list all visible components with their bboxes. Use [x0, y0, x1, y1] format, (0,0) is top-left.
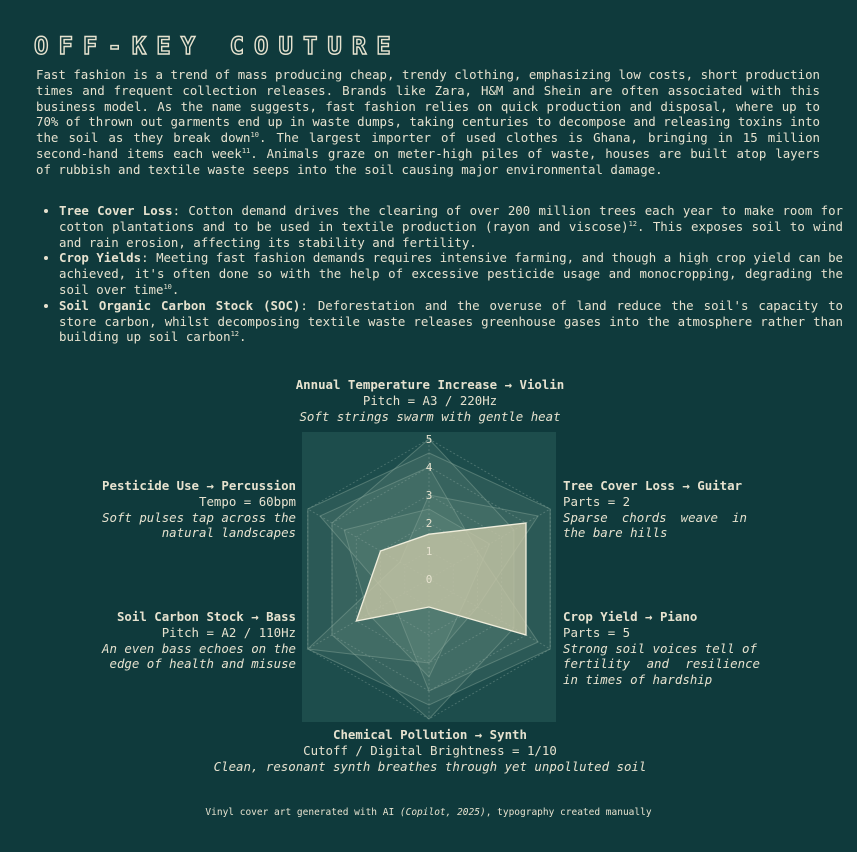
intro-ref-1: 10	[250, 131, 259, 140]
annotation-bass	[76, 609, 296, 672]
page-title: OFF-KEY COUTURE	[34, 32, 401, 60]
intro-paragraph	[36, 67, 820, 178]
tick-label: 0	[425, 573, 433, 586]
annotation-note: Soft strings swarm with gentle heat	[299, 408, 561, 424]
annotation-note-line: natural landscapes	[161, 525, 296, 541]
annotation-note-line: edge of health and misuse	[109, 656, 296, 672]
intro-part-1: Fast fashion is a trend of mass producing cheap, trendy clothing, emphasizing low costs, short production times and frequent collection releases. Brands like Zara, H&M and Shein are often associated with this business model. As the name suggests, fast fashion relies on quick production and disposal, where up to 70% of thrown out garments end up in waste dumps, taking centuries to decompose and releasing toxins into the soil as they break down	[36, 67, 820, 146]
intro-ref-2: 11	[241, 146, 251, 155]
list-item	[59, 250, 843, 297]
tick-label: 2	[425, 517, 433, 530]
annotation-heading: Tree Cover Loss → Guitar	[563, 478, 743, 493]
list-item-tail: .	[239, 329, 247, 345]
intro-part-2: . The largest importer of used clothes is Ghana, bringing in 15 million second-hand items each week	[36, 130, 820, 161]
tick-label: 1	[425, 545, 433, 558]
list-item-tail: . This exposes soil to wind and rain erosion, affecting its stability and fertility.	[59, 218, 843, 250]
annotation-guitar	[563, 478, 753, 541]
list-item-ref: 10	[163, 282, 172, 291]
footer-text: Vinyl cover art generated with AI	[205, 807, 400, 818]
annotation-note-line: fertility and resilience	[563, 656, 760, 672]
annotation-detail: Pitch = A3 / 220Hz	[362, 392, 498, 408]
tick-label: 3	[425, 489, 433, 502]
list-item-tail: .	[171, 281, 180, 297]
annotation-heading: Annual Temperature Increase → Violin	[295, 377, 565, 392]
tick-label: 5	[425, 433, 433, 446]
annotation-detail: Cutoff / Digital Brightness = 1/10	[303, 742, 557, 758]
list-item-term: Soil Organic Carbon Stock (SOC)	[59, 297, 301, 313]
annotation-note-line: Sparse chords weave in	[563, 509, 747, 525]
annotation-note-line: Soft pulses tap across the	[102, 509, 296, 525]
intro-part-3: . Animals graze on meter-high piles of waste, houses are built atop layers of rubbish and textile waste seeps into the soil causing major environmental damage.	[36, 145, 820, 177]
annotation-heading: Soil Carbon Stock → Bass	[116, 609, 296, 624]
annotation-note: Clean, resonant synth breathes through yet unpolluted soil	[213, 758, 647, 774]
list-item-ref: 12	[230, 330, 240, 339]
radar-chart	[302, 432, 556, 722]
annotation-note-line: Strong soil voices tell of	[563, 640, 757, 656]
annotation-detail: Parts = 5	[563, 624, 631, 640]
annotation-violin	[230, 377, 630, 424]
impact-list	[36, 203, 843, 345]
annotation-detail: Parts = 2	[563, 493, 631, 509]
footer-citation: (Copilot, 2025)	[399, 807, 486, 818]
annotation-piano	[563, 609, 773, 688]
annotation-heading: Crop Yield → Piano	[563, 609, 698, 624]
list-item-ref: 12	[628, 219, 637, 228]
footer-tail: , typography created manually	[485, 807, 652, 818]
annotation-heading: Chemical Pollution → Synth	[333, 727, 527, 742]
list-item	[59, 298, 843, 345]
annotation-note-line: in times of hardship	[563, 672, 713, 688]
list-item-term: Tree Cover Loss	[59, 203, 173, 218]
annotation-synth	[130, 727, 730, 774]
list-item-term: Crop Yields	[59, 250, 142, 266]
annotation-note-line: An even bass echoes on the	[102, 640, 296, 656]
list-item	[59, 203, 843, 250]
annotation-note-line: the bare hills	[563, 525, 668, 541]
list-item-text: : Deforestation and the overuse of land reduce the soil's capacity to store carbon, whilst decomposing textile waste releases greenhouse gases into the atmosphere rather than building up soil carbon	[59, 297, 843, 345]
footer-credit	[0, 807, 857, 818]
annotation-detail: Pitch = A2 / 110Hz	[161, 624, 296, 640]
annotation-heading: Pesticide Use → Percussion	[102, 478, 296, 493]
annotation-detail: Tempo = 60bpm	[199, 493, 296, 509]
annotation-percussion	[86, 478, 296, 541]
list-item-text: : Meeting fast fashion demands requires intensive farming, and though a high crop yield can be achieved, it's often done so with the help of excessive pesticide usage and monocropping, degrading the soil over time	[59, 250, 843, 297]
list-item-text: : Cotton demand drives the clearing of over 200 million trees each year to make room for cotton plantations and to be used in textile production (rayon and viscose)	[59, 203, 843, 234]
tick-label: 4	[425, 461, 433, 474]
